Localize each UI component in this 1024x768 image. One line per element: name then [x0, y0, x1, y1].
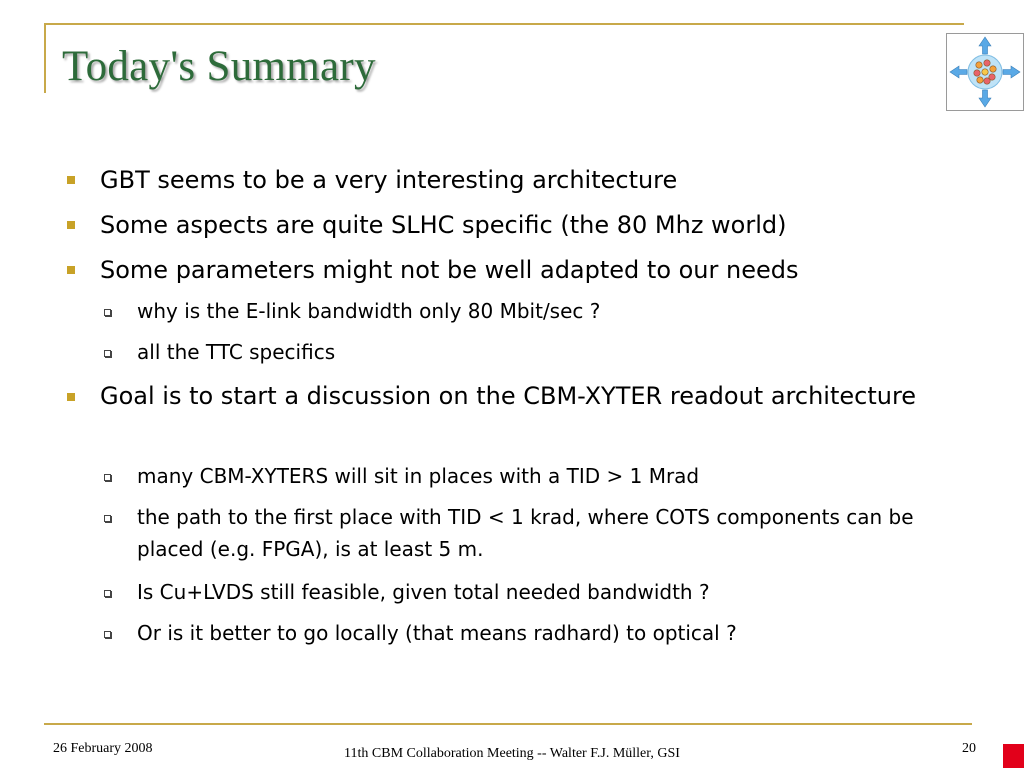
sub-bullet-marker — [104, 631, 111, 638]
footer-rule — [44, 723, 972, 725]
bullet-marker — [67, 221, 75, 229]
bullet-marker — [67, 176, 75, 184]
sub-bullet-marker — [104, 309, 111, 316]
sub-bullet-item: Is Cu+LVDS still feasible, given total needed bandwidth ? — [137, 580, 710, 604]
footer-date: 26 February 2008 — [53, 741, 153, 756]
bullet-item: Some parameters might not be well adapted to our needs — [100, 256, 799, 284]
sub-bullet-item: why is the E-link bandwidth only 80 Mbit/sec ? — [137, 299, 601, 323]
sub-bullet-marker — [104, 474, 111, 481]
sub-bullet-item: Or is it better to go locally (that means radhard) to optical ? — [137, 621, 737, 645]
corner-mark — [1003, 744, 1024, 768]
sub-bullet-marker — [104, 590, 111, 597]
sub-bullet-item: the path to the first place with TID < 1 krad, where COTS components can be placed (e.g. FPGA), is at least 5 m. — [137, 505, 914, 561]
sub-bullet-marker — [104, 350, 111, 357]
sub-bullet-item: all the TTC specifics — [137, 340, 336, 364]
sub-bullet-marker — [104, 515, 111, 522]
footer-event: 11th CBM Collaboration Meeting -- Walter F.J. Müller, GSI — [344, 746, 680, 761]
slide-title: Today's Summary — [62, 43, 376, 90]
bullet-item: Goal is to start a discussion on the CBM-XYTER readout architecture — [100, 382, 917, 410]
bullet-marker — [67, 393, 75, 401]
bullet-item: GBT seems to be a very interesting architecture — [100, 166, 678, 194]
page-number: 20 — [962, 741, 976, 756]
bullet-marker — [67, 266, 75, 274]
sub-bullet-item: many CBM-XYTERS will sit in places with a TID > 1 Mrad — [137, 464, 700, 488]
bullet-item: Some aspects are quite SLHC specific (the 80 Mhz world) — [100, 211, 787, 239]
